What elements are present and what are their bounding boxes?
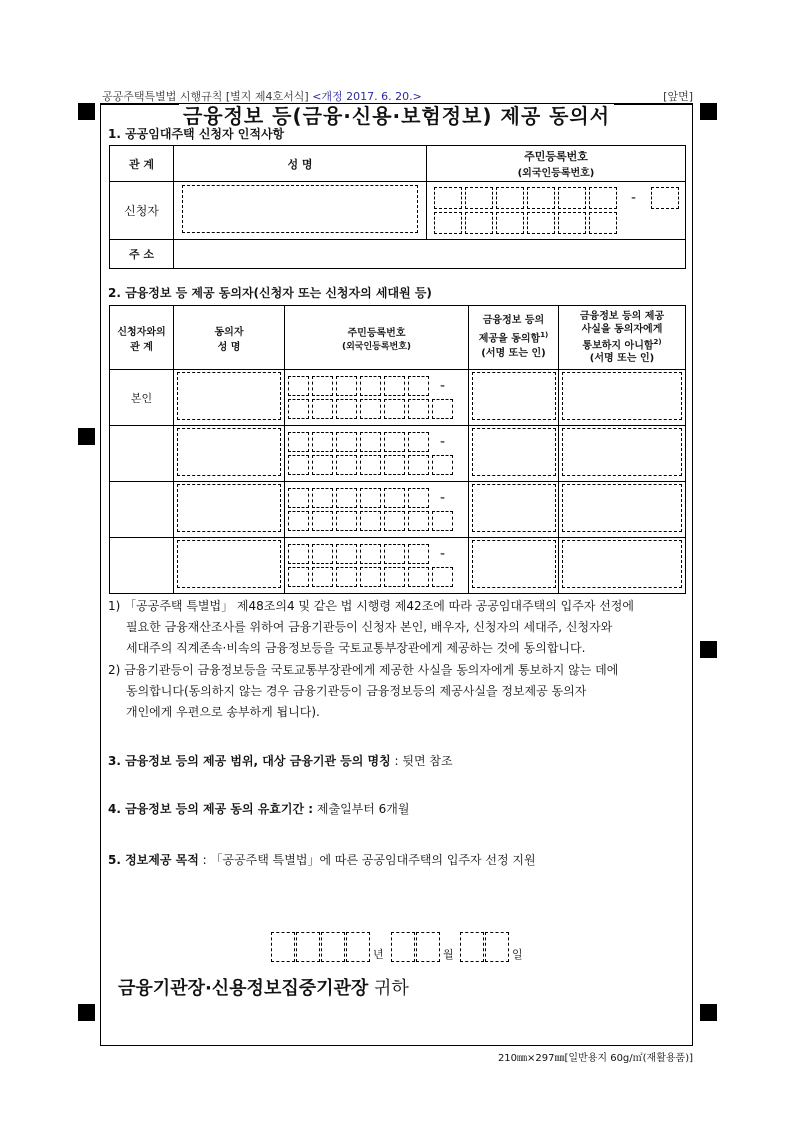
applicant-name-cell (174, 182, 427, 240)
row-relation-input[interactable] (110, 538, 174, 594)
col-rrn2: 주민등록번호 (외국인등록번호) (285, 306, 469, 370)
applicant-rrn-input[interactable]: - (434, 187, 679, 234)
agree-signature-input[interactable] (472, 540, 556, 588)
date-day-input[interactable] (460, 932, 523, 962)
addressee: 금융기관장·신용정보집중기관장 귀하 (118, 978, 409, 999)
consenter-rrn-input[interactable]: - (288, 432, 465, 475)
consenter-name-input[interactable] (177, 540, 281, 588)
month-label: 월 (443, 948, 454, 961)
consenter-row (110, 370, 686, 426)
row-relation: 본인 (110, 370, 174, 426)
consenter-row (110, 426, 686, 482)
col-relation: 관 계 (110, 146, 174, 182)
registration-mark (78, 428, 95, 445)
applicant-label: 신청자 (110, 182, 174, 240)
address-input[interactable] (174, 240, 686, 269)
row-relation-input[interactable] (110, 482, 174, 538)
notify-signature-input[interactable] (562, 428, 682, 476)
registration-mark (78, 1004, 95, 1021)
col-notify: 금융정보 등의 제공 사실을 동의자에게 통보하지 아니함$^{2)}$ (서명 또는 인) (559, 306, 686, 370)
page-side-label: [앞면] (663, 90, 693, 103)
law-reference: 공공주택특별법 시행규칙 [별지 제4호서식] (102, 90, 309, 103)
agree-signature-input[interactable] (472, 484, 556, 532)
consenter-name-input[interactable] (177, 428, 281, 476)
notify-signature-input[interactable] (562, 540, 682, 588)
applicant-name-input[interactable] (182, 185, 418, 233)
revision-date: <개정 2017. 6. 20.> (312, 90, 422, 103)
consenter-rrn-input[interactable]: - (288, 544, 465, 587)
year-label: 년 (373, 948, 384, 961)
form-title: 금융정보 등(금융·신용·보험정보) 제공 동의서 (100, 100, 693, 129)
section3: 3. 금융정보 등의 제공 범위, 대상 금융기관 등의 명칭 : 뒷면 참조 (108, 754, 453, 768)
col-rrn: 주민등록번호 (외국인등록번호) (427, 146, 686, 182)
consenter-rrn-input[interactable]: - (288, 488, 465, 531)
consenter-row (110, 482, 686, 538)
row-relation-input[interactable] (110, 426, 174, 482)
section2-heading: 2. 금융정보 등 제공 동의자(신청자 또는 신청자의 세대원 등) (108, 286, 432, 300)
col-agree: 금융정보 등의 제공을 동의함$^{1)}$ (서명 또는 인) (469, 306, 559, 370)
registration-mark (700, 1004, 717, 1021)
notify-signature-input[interactable] (562, 484, 682, 532)
applicant-rrn-cell (427, 182, 686, 240)
address-label: 주 소 (110, 240, 174, 269)
note-1: 1) 「공공주택 특별법」 제48조의4 및 같은 법 시행령 제42조에 따라 공공임대주택의 입주자 선정에 필요한 금융재산조사를 위하여 금융기관등이 신청자 본인, 배우자, 신청자의 세대주, 신청자와 세대주의 직계존속·비속의 금융정보등을 국토교통부장관에게 제공하는 것에 동의합니다. (108, 599, 634, 655)
day-label: 일 (512, 948, 523, 961)
col-relation2: 신청자와의 관 계 (110, 306, 174, 370)
col-name: 성 명 (174, 146, 427, 182)
paper-spec: 210㎜×297㎜[일반용지 60g/㎡(재활용품)] (497, 1053, 693, 1064)
consenter-name-input[interactable] (177, 372, 281, 420)
col-consenter: 동의자 성 명 (174, 306, 285, 370)
section4: 4. 금융정보 등의 제공 동의 유효기간 : 제출일부터 6개월 (108, 802, 410, 816)
agree-signature-input[interactable] (472, 372, 556, 420)
date-month-input[interactable] (391, 932, 454, 962)
applicant-table (109, 145, 686, 269)
registration-mark (78, 103, 95, 120)
consenter-table (109, 305, 686, 594)
note-2: 2) 금융기관등이 금융정보등을 국토교통부장관에게 제공한 사실을 동의자에게 통보하지 않는 데에 동의합니다(동의하지 않는 경우 금융기관등이 금융정보등의 제공사실을 정보제공 동의자 개인에게 우편으로 송부하게 됩니다). (108, 663, 619, 719)
section1-heading: 1. 공공임대주택 신청자 인적사항 (108, 127, 285, 141)
notify-signature-input[interactable] (562, 372, 682, 420)
registration-mark (700, 641, 717, 658)
consenter-row (110, 538, 686, 594)
consenter-name-input[interactable] (177, 484, 281, 532)
registration-mark (700, 103, 717, 120)
consenter-rrn-input[interactable]: - (288, 376, 465, 419)
agree-signature-input[interactable] (472, 428, 556, 476)
section5: 5. 정보제공 목적 : 「공공주택 특별법」에 따른 공공임대주택의 입주자 선정 지원 (108, 853, 536, 867)
date-year-input[interactable] (271, 932, 384, 962)
